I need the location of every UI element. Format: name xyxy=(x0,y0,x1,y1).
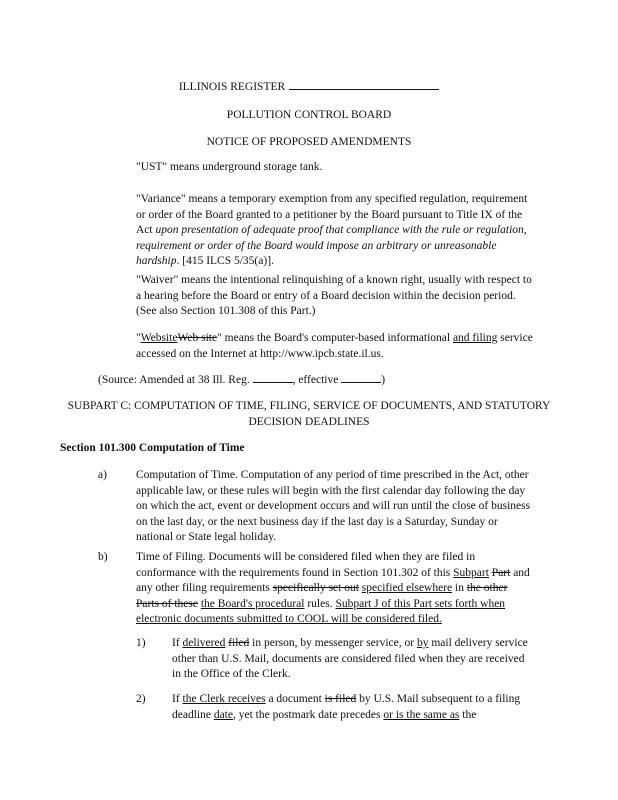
definition-variance xyxy=(136,192,536,270)
variance-citation: . [415 ILCS 5/35(a)]. xyxy=(176,255,274,267)
website-added-text: and filing xyxy=(452,332,498,344)
website-text: " means the Board's computer-based informational xyxy=(217,332,453,344)
definition-waiver: "Waiver" means the intentional relinquishing of a known right, usually with respect to a hearing before the Board or entry of a Board decision within the decision period. (See also Section 101.308 of this Part.) xyxy=(136,274,532,317)
definition-website xyxy=(136,331,536,362)
section-title: Section 101.300 Computation of Time xyxy=(60,442,245,454)
item-b-subpart: Subpart xyxy=(453,566,489,579)
item-b-old1: specifically set out xyxy=(272,582,359,594)
source-note xyxy=(98,372,385,389)
item-2-new2: date xyxy=(213,708,233,721)
item-1-old: filed xyxy=(228,637,250,649)
register-blank-line xyxy=(289,78,439,90)
item-1-label: 1) xyxy=(136,637,146,649)
website-old-term: Web site xyxy=(177,332,218,344)
variance-text: "Variance" means a temporary exemption from any specified regulation, requirement or order of the Board granted to a petitioner by the Board pursuant to Title IX of the Act xyxy=(136,193,528,236)
website-new-term: Website xyxy=(140,332,178,344)
board-header: POLLUTION CONTROL BOARD xyxy=(226,109,392,121)
item-2-part4: , yet the postmark date precedes xyxy=(232,708,384,721)
website-end-text: service accessed on the Internet at http://www.ipcb.state.il.us. xyxy=(136,332,533,360)
notice-header: NOTICE OF PROPOSED AMENDMENTS xyxy=(206,136,412,148)
item-b-part4: in xyxy=(452,582,467,594)
source-suffix: ) xyxy=(381,374,386,386)
item-2-part2: a document xyxy=(265,693,325,705)
source-date-blank xyxy=(341,372,381,383)
item-2-old: is filed xyxy=(324,693,357,705)
source-reg-blank xyxy=(253,372,293,383)
item-b-part6: rules. xyxy=(304,597,336,610)
item-2-text xyxy=(172,692,532,723)
source-prefix: (Source: Amended at 38 Ill. Reg. xyxy=(98,374,253,386)
variance-quote: upon presentation of adequate proof that compliance with the rule or regulation, requirement or order of the Board would impose an arbitrary or unreasonable hardship xyxy=(136,224,527,267)
item-b-text xyxy=(136,550,532,628)
definition-ust: "UST" means underground storage tank. xyxy=(136,161,323,173)
item-1-part1: If xyxy=(172,637,183,649)
item-2-part5: the xyxy=(459,708,477,721)
item-2-part1: If xyxy=(172,693,183,705)
source-middle: , effective xyxy=(292,374,342,386)
register-header xyxy=(0,78,618,96)
website-open-quote: " xyxy=(136,332,141,344)
register-title: ILLINOIS REGISTER xyxy=(178,81,286,93)
item-a-label: a) xyxy=(98,469,107,481)
item-b-part-old: Part xyxy=(491,566,511,579)
item-b-part2: and any other filing requirements xyxy=(136,566,530,594)
subpart-heading: SUBPART C: COMPUTATION OF TIME, FILING, SERVICE OF DOCUMENTS, AND STATUTORY DECISION DEADLINES xyxy=(67,400,551,428)
item-b-part1: Time of Filing. Documents will be considered filed when they are filed in conformance with the requirements found in Section 101.302 of this xyxy=(136,551,476,579)
item-1-part4: mail delivery service other than U.S. Mail, documents are considered filed when they are received in the Office of the Clerk. xyxy=(172,637,528,680)
item-b-new2: the Board's procedural xyxy=(200,597,305,610)
item-b-new3: Subpart J of this Part sets forth when electronic documents submitted to COOL will be considered filed. xyxy=(136,597,506,625)
item-2-new3: or is the same as xyxy=(383,708,460,721)
item-b-label: b) xyxy=(98,551,108,563)
item-a-text: Computation of Time. Computation of any period of time prescribed in the Act, other applicable law, or these rules will begin with the first calendar day following the day on which the act, event or development occurs and will run until the close of business on the last day, or the next business day if the last day is a Saturday, Sunday or national or State legal holiday. xyxy=(136,469,531,543)
item-1-new: delivered xyxy=(182,637,226,649)
item-1-new2: by xyxy=(416,637,429,649)
item-2-part3: by U.S. Mail subsequent to a filing deadline xyxy=(172,693,521,721)
item-b-new1: specified elsewhere xyxy=(361,582,453,594)
item-b-old2: the other Parts of these xyxy=(136,582,508,610)
item-2-new: the Clerk receives xyxy=(182,693,266,705)
item-1-part3: in person, by messenger service, or xyxy=(249,637,417,649)
item-2-label: 2) xyxy=(136,693,146,705)
item-1-text xyxy=(172,636,532,683)
